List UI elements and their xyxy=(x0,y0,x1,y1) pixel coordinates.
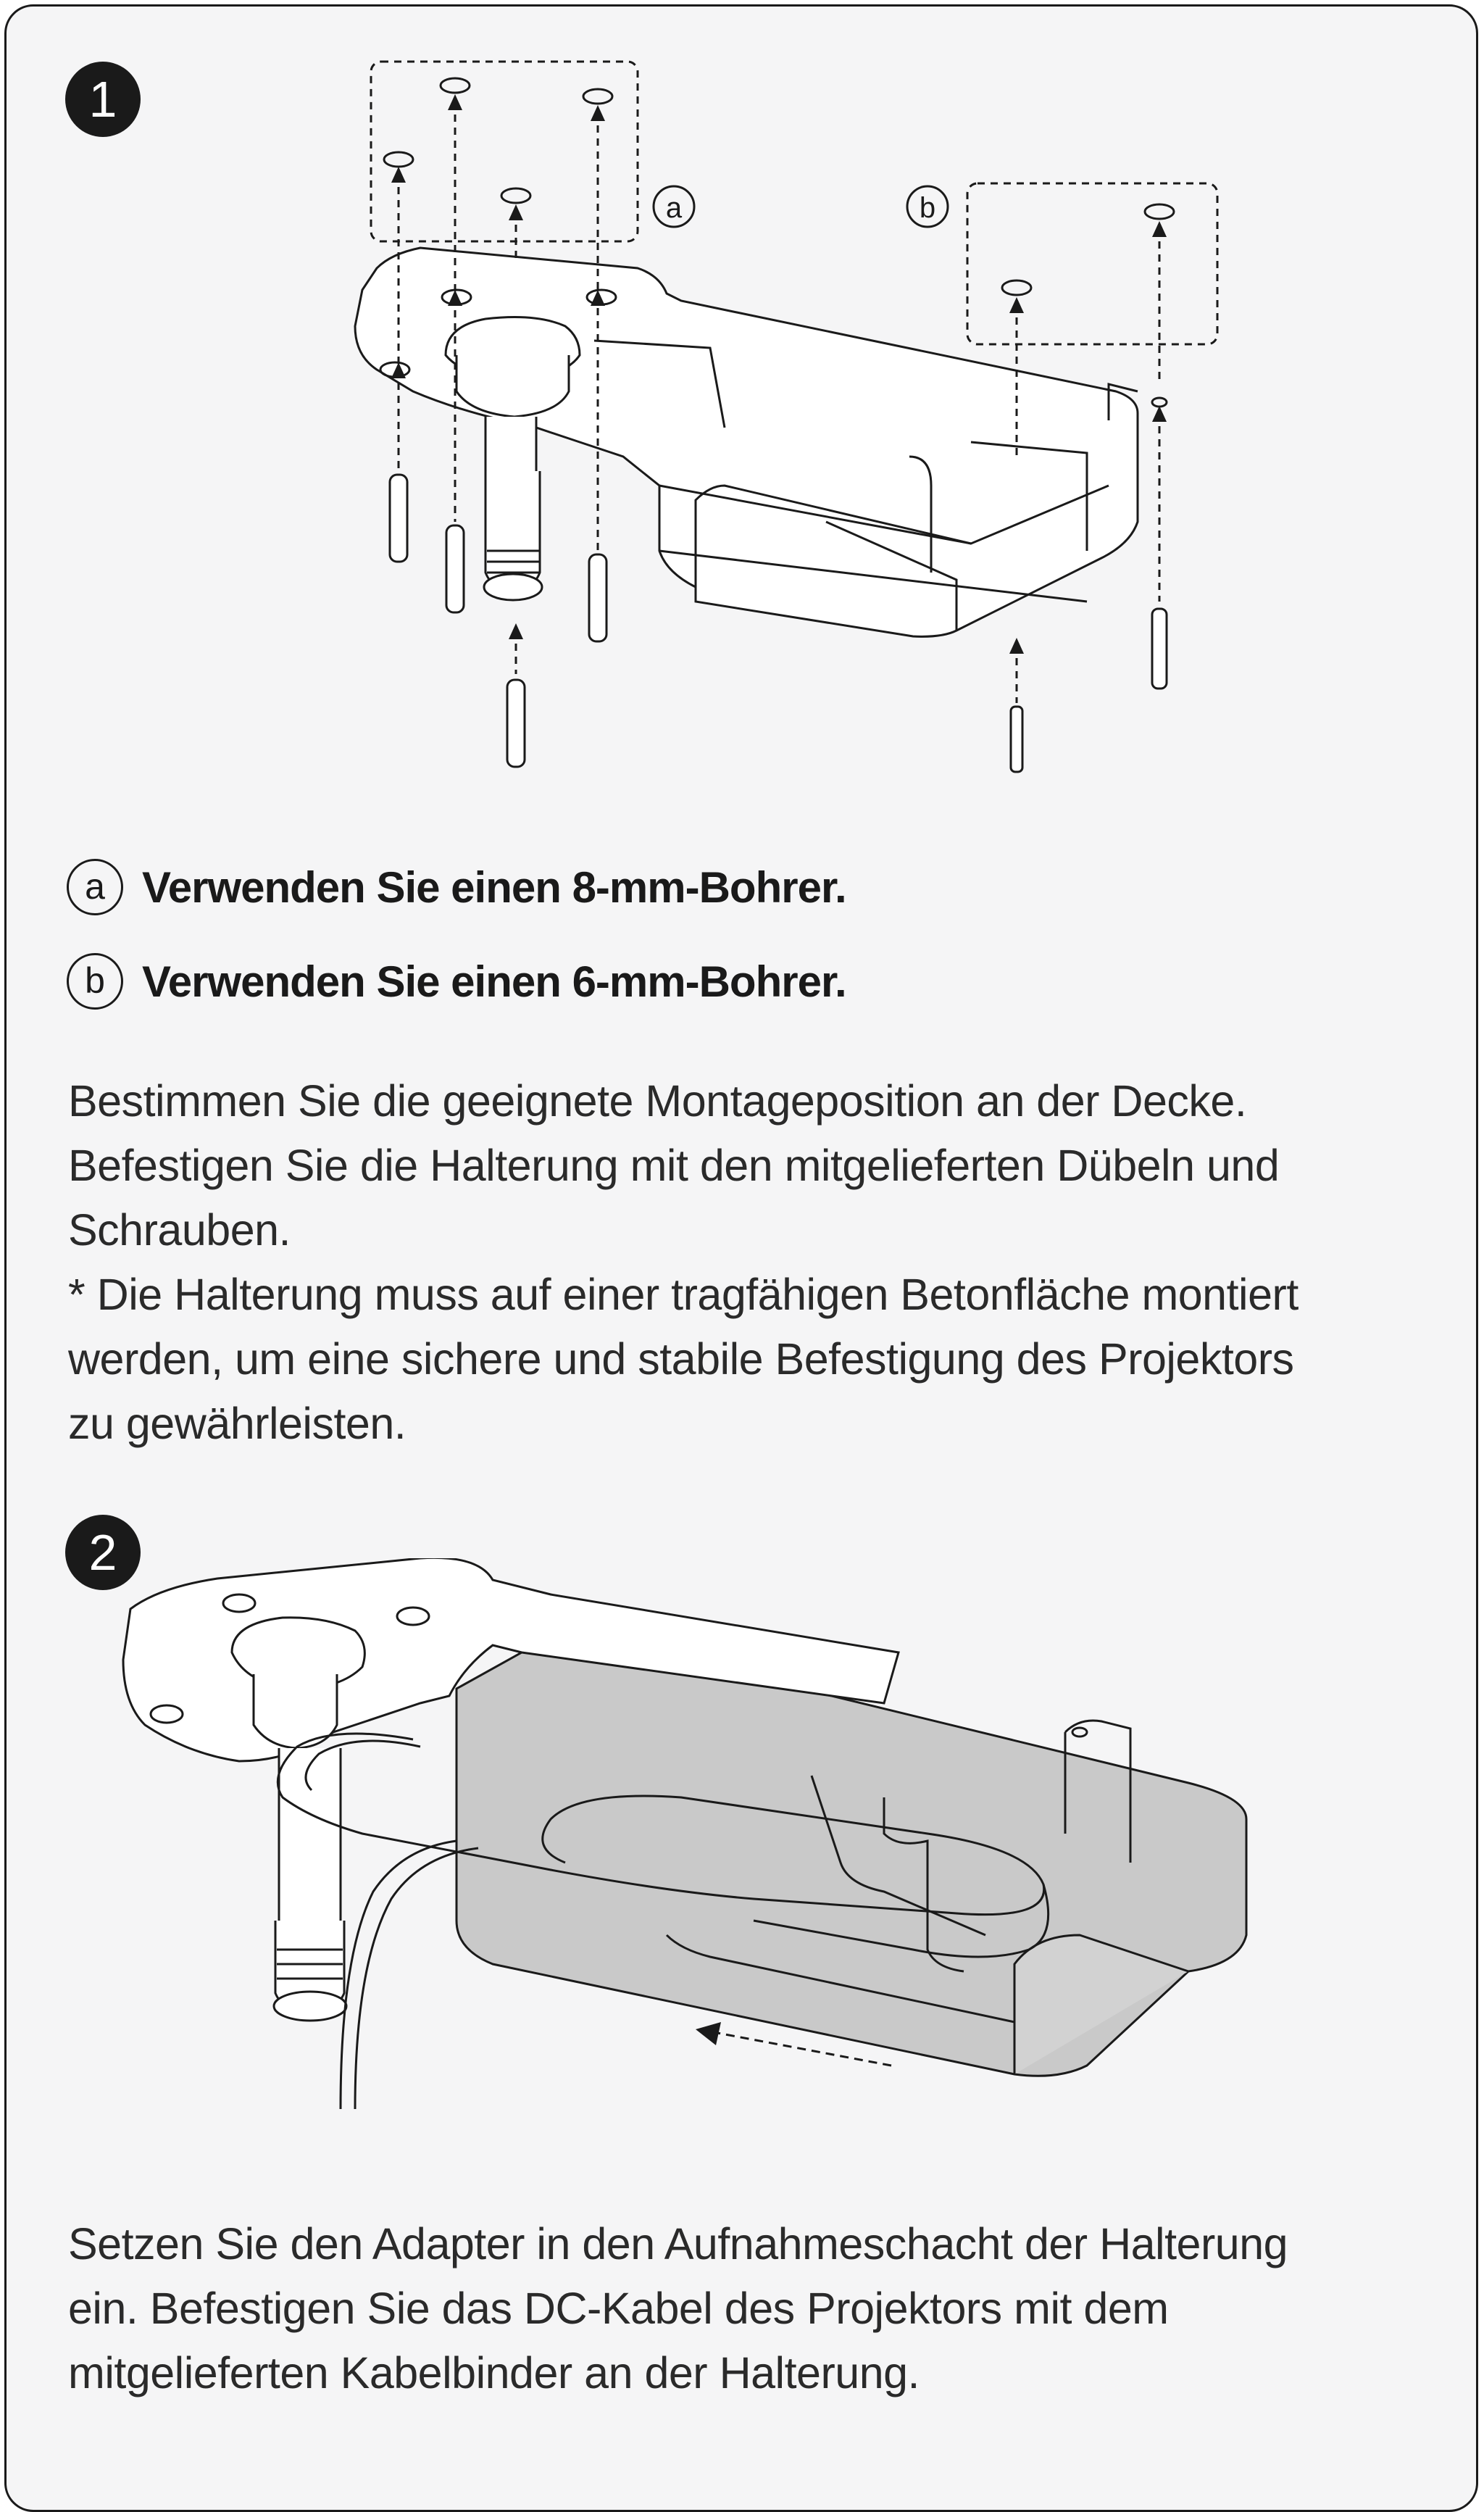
note-b xyxy=(67,953,846,1010)
step-2-line: Setzen Sie den Adapter in den Aufnahmeschacht der Halterung xyxy=(68,2219,1288,2268)
step-1-paragraph xyxy=(68,1069,1430,1456)
step-1-line: * Die Halterung muss auf einer tragfähigen Betonfläche montiert xyxy=(68,1270,1298,1319)
step-2-badge: 2 xyxy=(65,1515,141,1590)
step-1-line: Bestimmen Sie die geeignete Montageposition an der Decke. xyxy=(68,1076,1247,1126)
step-1-illustration xyxy=(319,51,1246,804)
step-1-line: zu gewährleisten. xyxy=(68,1399,407,1448)
note-a-text: Verwenden Sie einen 8-mm-Bohrer. xyxy=(142,862,846,912)
step-2-line: mitgelieferten Kabelbinder an der Halterung. xyxy=(68,2348,920,2397)
step-1-badge: 1 xyxy=(65,62,141,137)
note-b-text: Verwenden Sie einen 6-mm-Bohrer. xyxy=(142,957,846,1006)
note-a xyxy=(67,859,846,915)
step-2-illustration xyxy=(116,1558,1261,2138)
step-1-line: werden, um eine sichere und stabile Befestigung des Projektors xyxy=(68,1334,1294,1384)
step-1-line: Schrauben. xyxy=(68,1205,291,1255)
step-2-line: ein. Befestigen Sie das DC-Kabel des Projektors mit dem xyxy=(68,2284,1169,2333)
step-2-paragraph xyxy=(68,2212,1430,2405)
label-a: a xyxy=(665,192,683,224)
note-a-letter: a xyxy=(67,859,123,915)
note-b-letter: b xyxy=(67,953,123,1010)
label-b: b xyxy=(919,192,936,224)
step-1-line: Befestigen Sie die Halterung mit den mitgelieferten Dübeln und xyxy=(68,1141,1280,1190)
